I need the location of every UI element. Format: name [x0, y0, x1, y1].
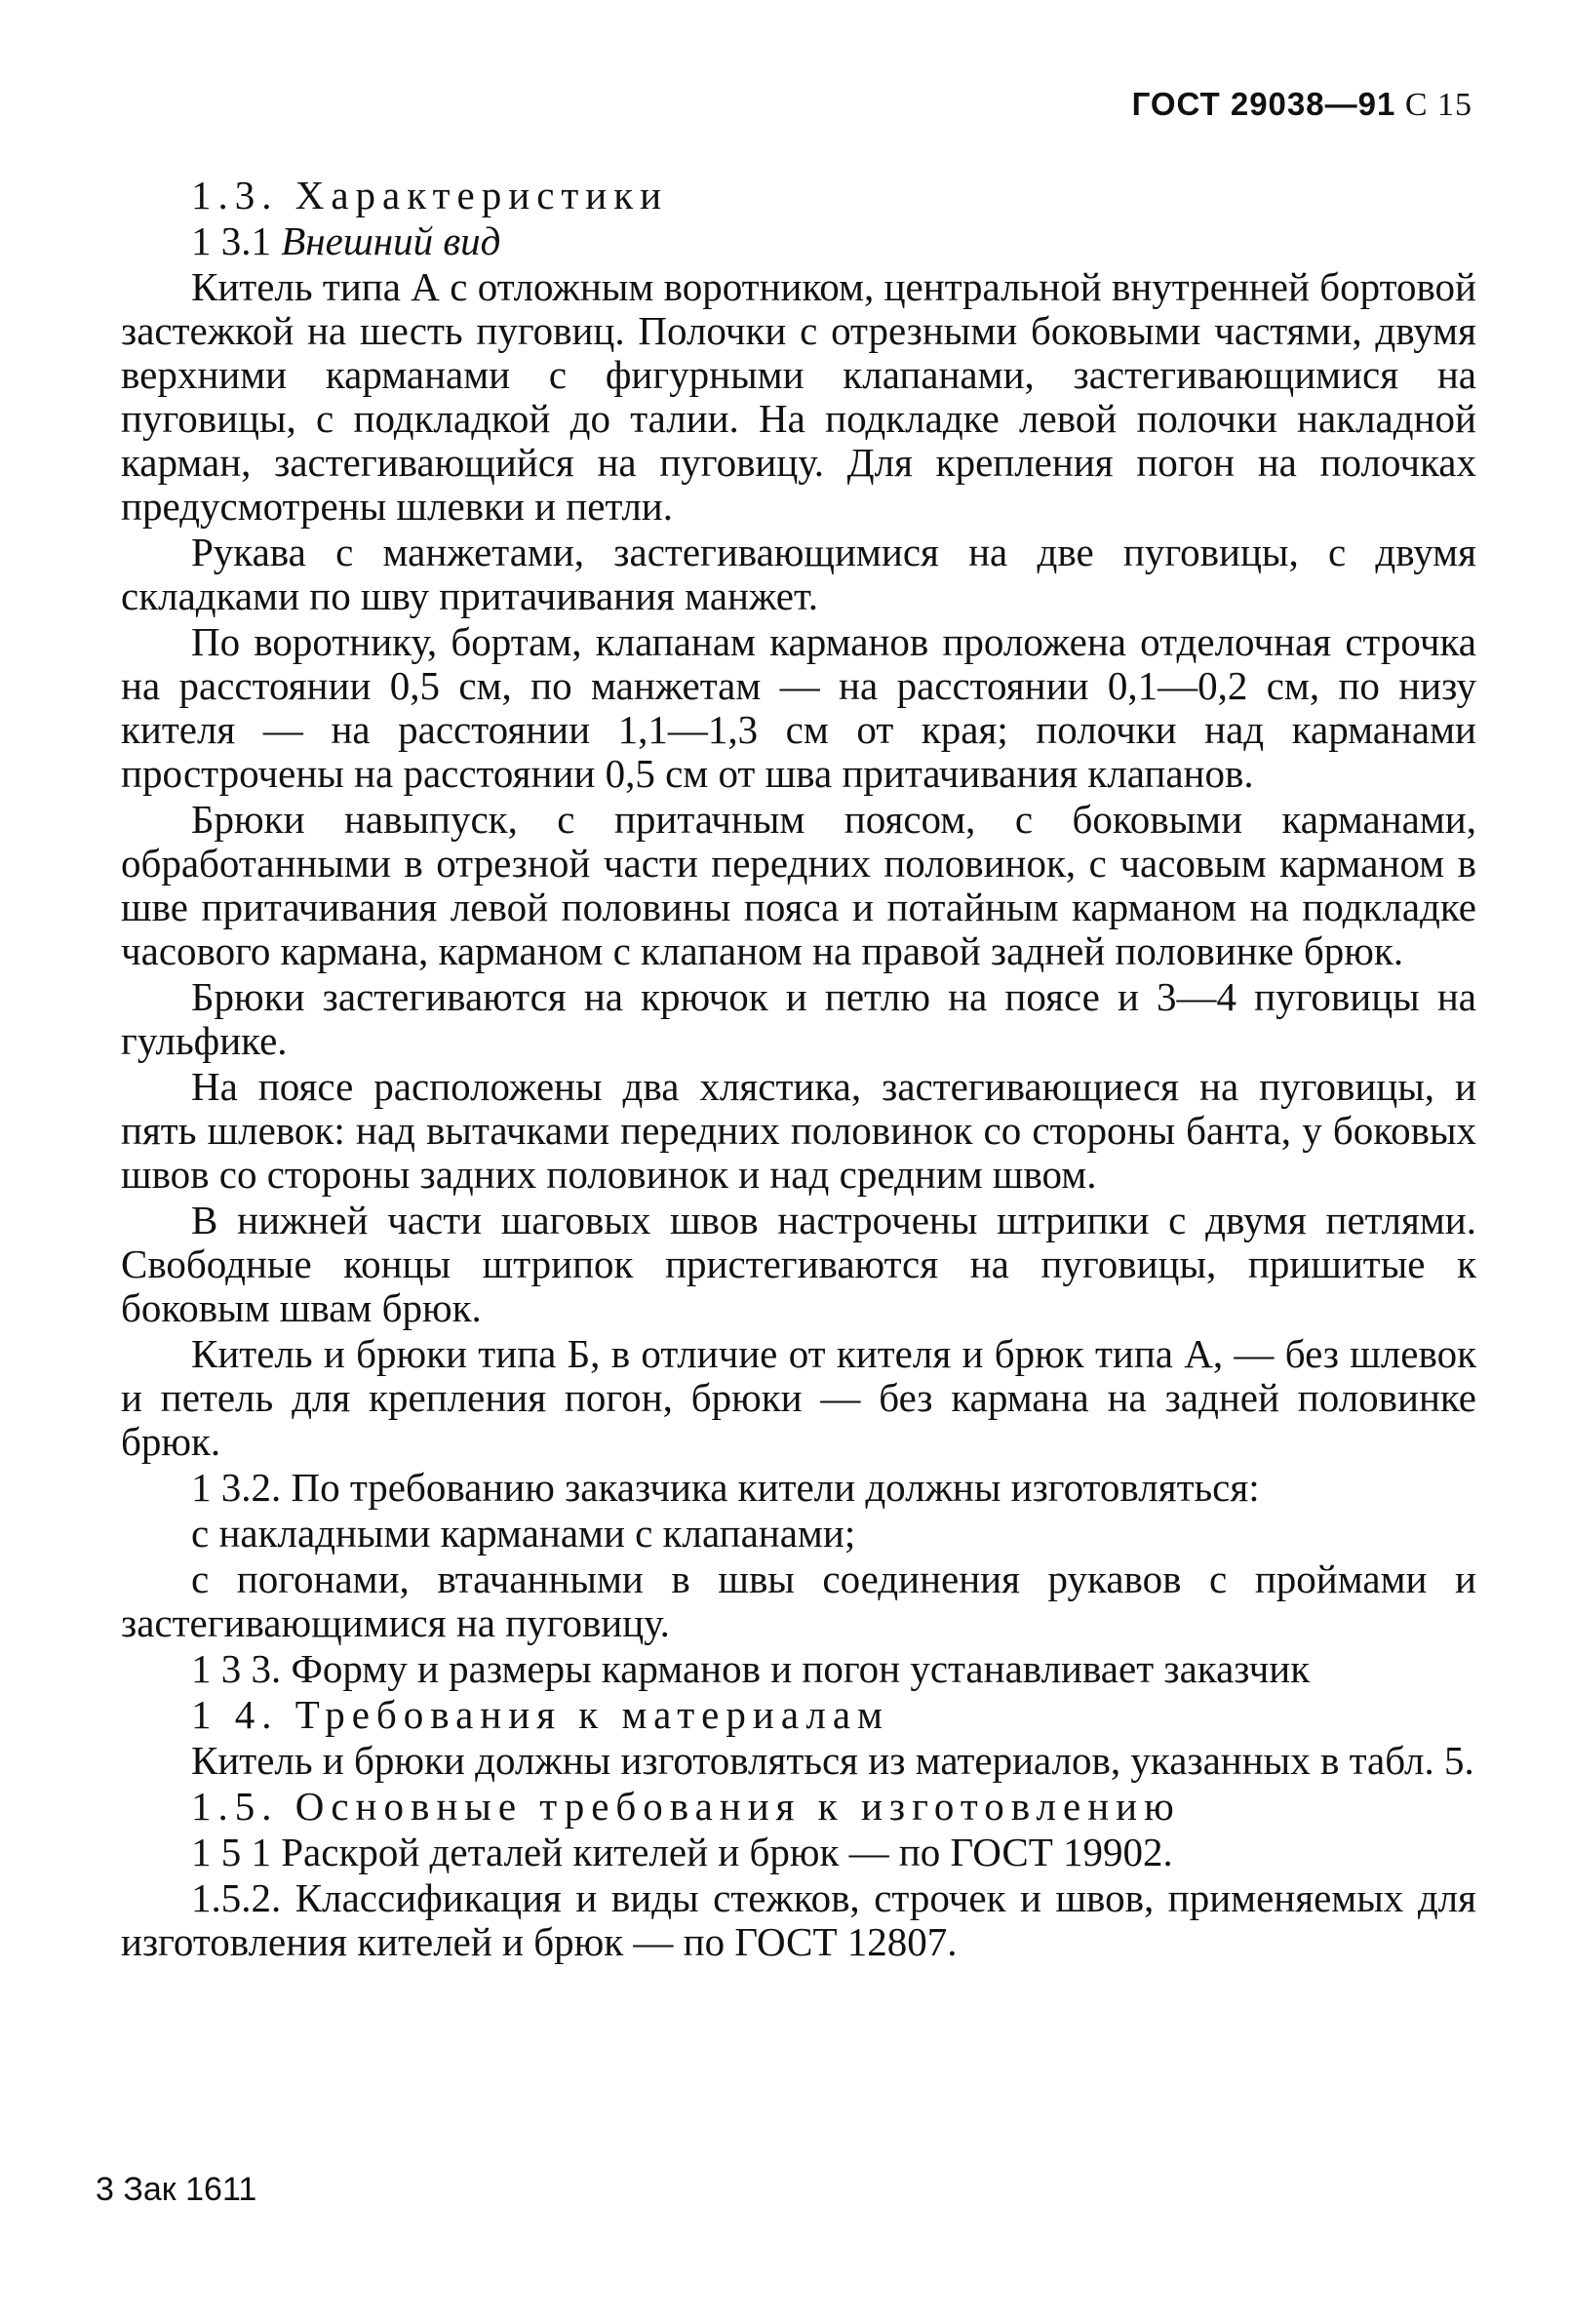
paragraph: Китель типа А с отложным воротником, центральной внутренней бортовой застежкой на шесть пуговиц. Полочки с отрезными боковыми частями, двумя верхними карманами с фигурными клапанами, застегивающимися на пуговицы, с подкладкой до талии. На подкладке левой полочки накладной карман, застегивающийся на пуговицу. Для крепления погон на полочках предусмотрены шлевки и петли. — [121, 264, 1476, 529]
subsection-number: 1 3.1 — [191, 218, 271, 263]
paragraph: 1 3.2. По требованию заказчика кители должны изготовляться: — [191, 1465, 1260, 1510]
section-heading-1-4: 1 4. Требования к материалам — [191, 1692, 889, 1737]
subsection-heading-1-3-1 — [121, 219, 1476, 263]
paragraph: На поясе расположены два хлястика, застегивающиеся на пуговицы, и пять шлевок: над вытачками передних половинок со стороны банта, у боковых швов со стороны задних половинок и над средним швом. — [121, 1064, 1476, 1197]
paragraph: 1 5 1 Раскрой деталей кителей и брюк — по ГОСТ 19902. — [191, 1830, 1173, 1874]
paragraph: По воротнику, бортам, клапанам карманов проложена отделочная строчка на расстоянии 0,5 см, по манжетам — на расстоянии 0,1—0,2 см, по низу кителя — на расстоянии 1,1—1,3 см от края; полочки над карманами прострочены на расстоянии 0,5 см от шва притачивания клапанов. — [121, 619, 1476, 796]
section-heading-1-3: 1.3. Характеристики — [191, 173, 669, 217]
paragraph: 1 3 3. Форму и размеры карманов и погон устанавливает заказчик — [191, 1646, 1311, 1691]
paragraph: 1.5.2. Классификация и виды стежков, строчек и швов, применяемых для изготовления кителей и брюк — по ГОСТ 12807. — [121, 1875, 1476, 1964]
paragraph: Рукава с манжетами, застегивающимися на две пуговицы, с двумя складками по шву притачивания манжет. — [121, 530, 1476, 618]
paragraph: Китель и брюки должны изготовляться из материалов, указанных в табл. 5. — [191, 1738, 1474, 1783]
page-header — [1132, 86, 1472, 124]
page-footer-order-number: 3 Зак 1611 — [96, 2171, 257, 2208]
page-number: С 15 — [1404, 87, 1472, 123]
paragraph: Брюки застегиваются на крючок и петлю на поясе и 3—4 пуговицы на гульфике. — [121, 974, 1476, 1063]
paragraph: В нижней части шаговых швов настрочены штрипки с двумя петлями. Свободные концы штрипок пристегиваются на пуговицы, пришитые к боковым швам брюк. — [121, 1198, 1476, 1330]
paragraph: с погонами, втачанными в швы соединения рукавов с проймами и застегивающимися на пуговицу. — [121, 1556, 1476, 1645]
paragraph: с накладными карманами с клапанами; — [191, 1511, 856, 1556]
subsection-title: Внешний вид — [281, 218, 501, 263]
paragraph: Китель и брюки типа Б, в отличие от кителя и брюк типа А, — без шлевок и петель для крепления погон, брюки — без кармана на задней половинке брюк. — [121, 1331, 1476, 1464]
paragraph: Брюки навыпуск, с притачным поясом, с боковыми карманами, обработанными в отрезной части передних половинок, с часовым карманом в шве притачивания левой половины пояса и потайным карманом на подкладке часового кармана, карманом с клапаном на правой задней половинке брюк. — [121, 797, 1476, 973]
section-heading-1-5: 1.5. Основные требования к изготовлению — [191, 1784, 1181, 1829]
standard-number: ГОСТ 29038—91 — [1131, 86, 1396, 122]
document-body — [121, 174, 1476, 1966]
